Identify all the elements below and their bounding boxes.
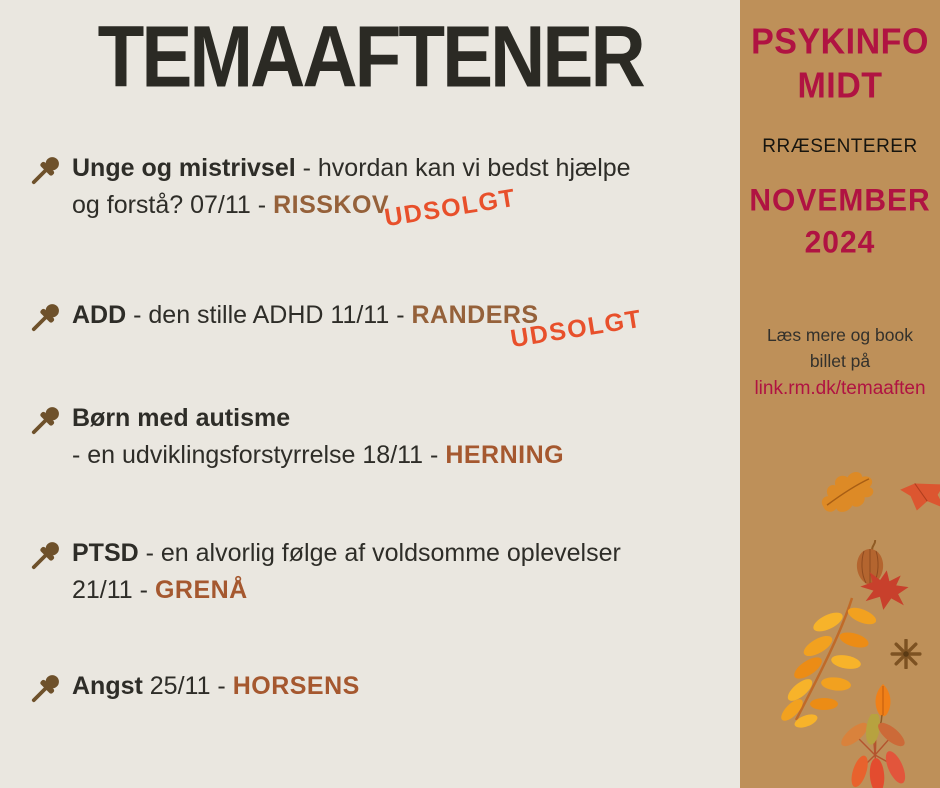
event-city: RISSKOV [273, 191, 390, 219]
creeper-leaf-image [832, 714, 918, 788]
rowan-leaf-image [764, 594, 876, 728]
red-leaf-fragment-image [896, 481, 940, 513]
event-line [72, 437, 732, 474]
pushpin-icon [26, 299, 64, 337]
oak-leaf-image [810, 457, 887, 526]
month-title [740, 180, 940, 264]
event-description: - hvordan kan vi bedst hjælpe [295, 154, 631, 182]
event-description: 21/11 - [72, 576, 155, 604]
event-line [72, 150, 732, 187]
event-item-unge-og-mistrivsel [72, 150, 732, 233]
event-description: - den stille ADHD 11/11 - [126, 301, 412, 329]
brand-line-2: MIDT [797, 66, 883, 107]
event-line [72, 668, 732, 705]
event-item-add [72, 297, 732, 354]
presents-label: RRÆSENTERER [762, 136, 918, 157]
event-description: og forstå? 07/11 - [72, 191, 274, 219]
cta-line-2: billet på [809, 351, 871, 371]
event-item-boern-med-autisme [72, 400, 732, 474]
event-title: Angst [72, 672, 143, 700]
event-item-ptsd [72, 535, 732, 609]
cta-line-1: Læs mere og book [767, 325, 913, 345]
pushpin-icon [26, 402, 64, 440]
soldout-badge: UDSOLGT [382, 183, 519, 233]
sidebar [740, 0, 940, 788]
pushpin-icon [26, 152, 64, 190]
event-line [72, 535, 732, 572]
brand-line-1: PSYKINFO [751, 22, 929, 63]
poster-title-text: TEMAAFTENER [97, 7, 643, 106]
event-title: Børn med autisme [72, 404, 291, 432]
event-item-angst [72, 668, 732, 705]
cta-text [740, 322, 940, 374]
event-city: HERNING [445, 441, 565, 469]
event-title: PTSD [72, 539, 139, 567]
pushpin-icon [26, 537, 64, 575]
event-description: - en alvorlig følge af voldsomme oplevelser [138, 539, 621, 567]
month-line-1: NOVEMBER [749, 183, 931, 218]
page-title [0, 6, 740, 106]
event-description: 25/11 - [142, 672, 233, 700]
event-line [72, 572, 732, 609]
event-city: GRENÅ [154, 576, 248, 604]
event-title: Unge og mistrivsel [72, 154, 296, 182]
event-city: HORSENS [232, 672, 360, 700]
event-title: ADD [72, 301, 127, 329]
pushpin-icon [26, 670, 64, 708]
event-line [72, 400, 732, 437]
booking-link[interactable]: link.rm.dk/temaaften [754, 378, 926, 399]
event-city: RANDERS [411, 301, 539, 329]
star-anise-image [890, 639, 922, 669]
month-line-2: 2024 [804, 225, 876, 260]
brand-title [740, 20, 940, 108]
event-description: - en udviklingsforstyrrelse 18/11 - [72, 441, 446, 469]
soldout-badge: UDSOLGT [508, 304, 645, 354]
